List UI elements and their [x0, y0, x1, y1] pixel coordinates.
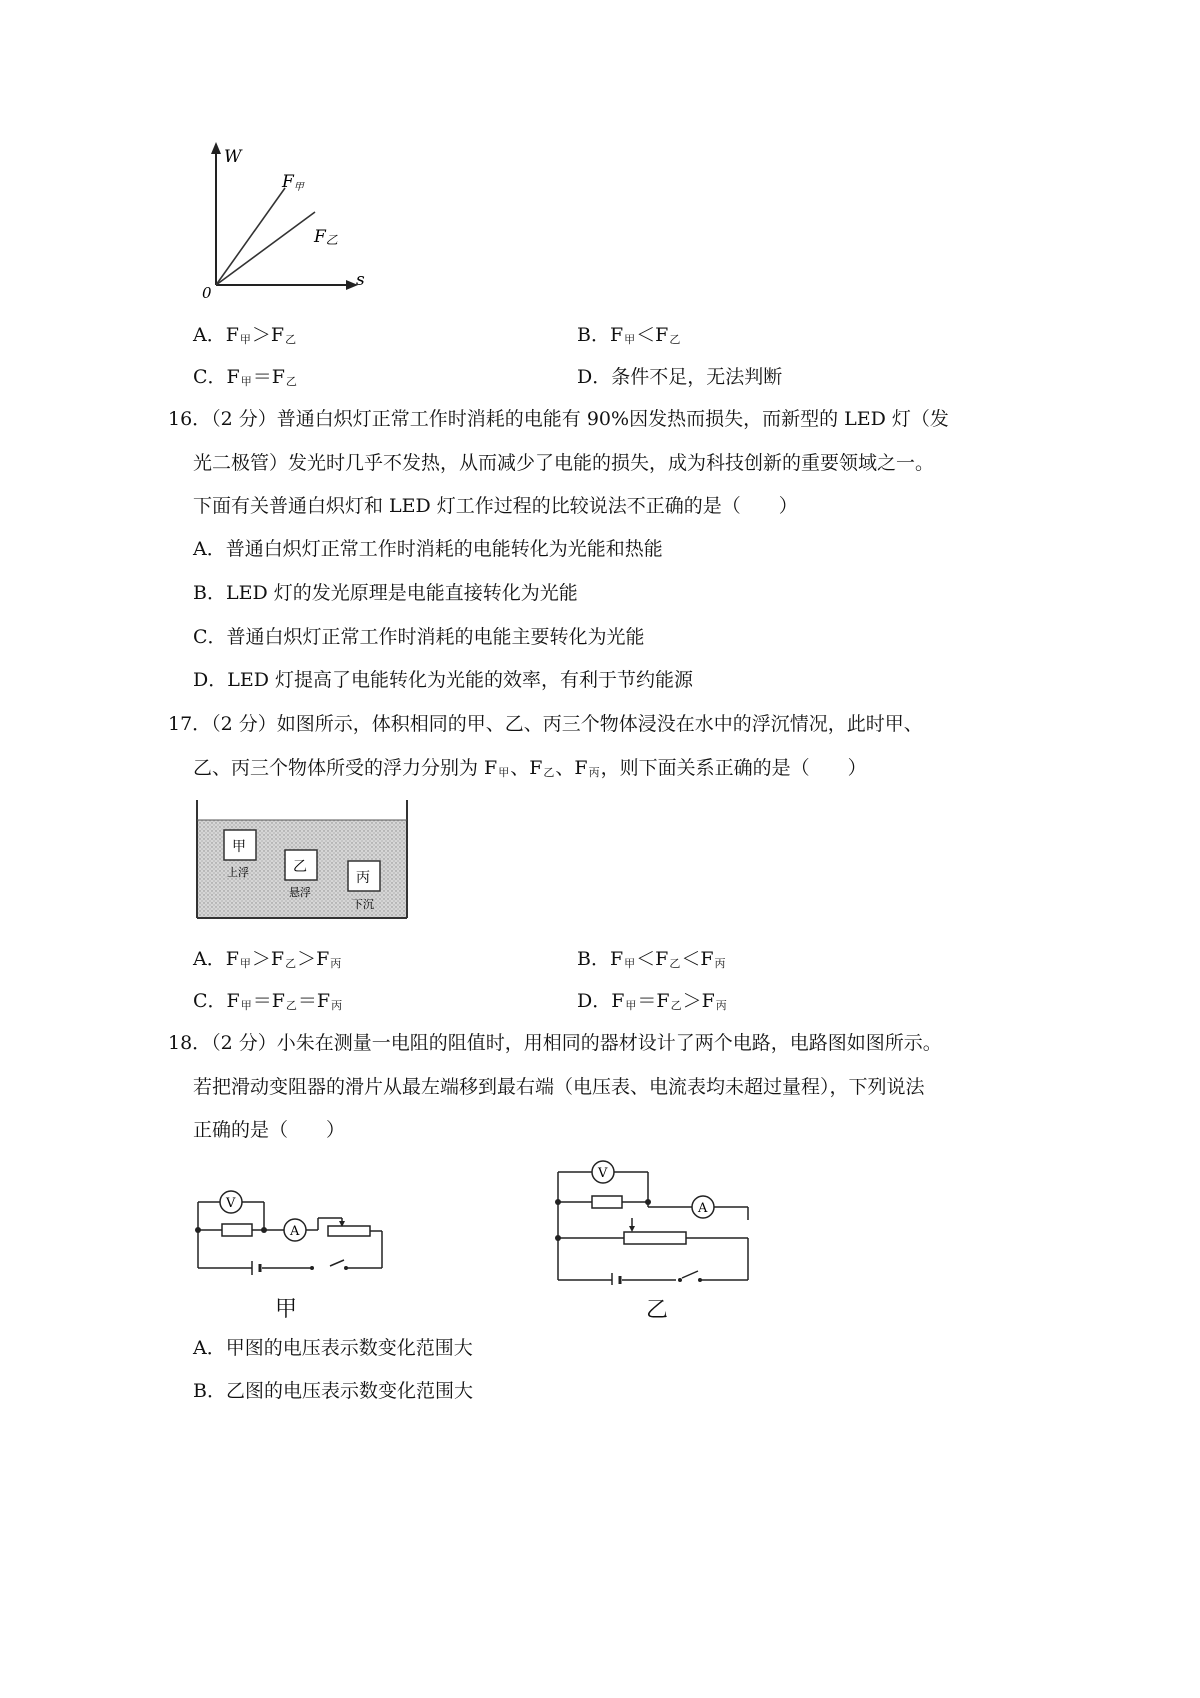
box-bing-label: 丙	[356, 870, 370, 886]
q18-option-a: A．甲图的电压表示数变化范围大	[193, 1337, 473, 1359]
ammeter-yi-label: A	[698, 1201, 708, 1216]
q18-option-b: B．乙图的电压表示数变化范围大	[193, 1380, 473, 1402]
line-f-jia-label: F甲	[282, 172, 304, 193]
q17-option-b: B．F甲＜F乙＜F丙	[577, 948, 726, 970]
q15-option-c: C．F甲＝F乙	[193, 366, 297, 388]
box-yi-state: 悬浮	[289, 886, 311, 899]
q15-option-d: D．条件不足，无法判断	[577, 366, 783, 388]
q17-option-c: C．F甲＝F乙＝F丙	[193, 990, 343, 1012]
box-yi-label: 乙	[293, 859, 307, 875]
voltmeter-jia-label: V	[226, 1196, 236, 1211]
q16-option-c: C．普通白炽灯正常工作时消耗的电能主要转化为光能	[193, 626, 645, 648]
circuit-jia-label: 甲	[275, 1297, 298, 1322]
q17-option-d: D．F甲＝F乙＞F丙	[577, 990, 727, 1012]
q16-option-d: D．LED 灯提高了电能转化为光能的效率，有利于节约能源	[193, 669, 693, 691]
buoyancy-tank-figure	[195, 798, 410, 920]
q15-option-a: A．F甲＞F乙	[193, 324, 297, 346]
ammeter-jia-label: A	[290, 1224, 300, 1239]
circuit-yi	[552, 1160, 757, 1285]
q16-stem-line2: 光二极管）发光时几乎不发热，从而减少了电能的损失，成为科技创新的重要领域之一。	[193, 452, 935, 474]
line-f-jia	[216, 188, 285, 285]
line-f-yi-label: F乙	[314, 227, 338, 247]
q17-stem-line2: 乙、丙三个物体所受的浮力分别为 F甲、F乙、F丙，则下面关系正确的是（ ）	[193, 757, 867, 779]
x-axis-label: s	[356, 270, 365, 290]
q18-stem-line3: 正确的是（ ）	[193, 1119, 346, 1141]
box-bing-state: 下沉	[352, 898, 374, 911]
q18-stem-line2: 若把滑动变阻器的滑片从最左端移到最右端（电压表、电流表均未超过量程），下列说法	[193, 1076, 925, 1098]
q16-option-a: A．普通白炽灯正常工作时消耗的电能转化为光能和热能	[193, 538, 663, 560]
line-f-yi	[216, 212, 315, 285]
circuit-yi-label: 乙	[646, 1298, 669, 1323]
box-jia-state: 上浮	[227, 866, 249, 879]
q15-option-b: B．F甲＜F乙	[577, 324, 681, 346]
q17-option-a: A．F甲＞F乙＞F丙	[193, 948, 342, 970]
circuit-jia	[190, 1188, 390, 1278]
origin-label: 0	[202, 284, 212, 302]
q16-stem-line3: 下面有关普通白炽灯和 LED 灯工作过程的比较说法不正确的是（ ）	[193, 495, 798, 517]
work-distance-graph	[190, 140, 380, 320]
q18-stem-line1: 18．（2 分）小朱在测量一电阻的阻值时，用相同的器材设计了两个电路，电路图如图所示。	[168, 1032, 942, 1054]
q16-stem-line1: 16．（2 分）普通白炽灯正常工作时消耗的电能有 90%因发热而损失，而新型的 LED 灯（发	[168, 408, 949, 430]
y-axis-arrow	[211, 142, 221, 154]
q17-stem-line1: 17．（2 分）如图所示，体积相同的甲、乙、丙三个物体浸没在水中的浮沉情况，此时甲、	[168, 713, 923, 735]
y-axis-label: W	[224, 147, 242, 167]
q16-option-b: B．LED 灯的发光原理是电能直接转化为光能	[193, 582, 578, 604]
voltmeter-yi-label: V	[598, 1166, 608, 1181]
box-jia-label: 甲	[232, 839, 246, 855]
